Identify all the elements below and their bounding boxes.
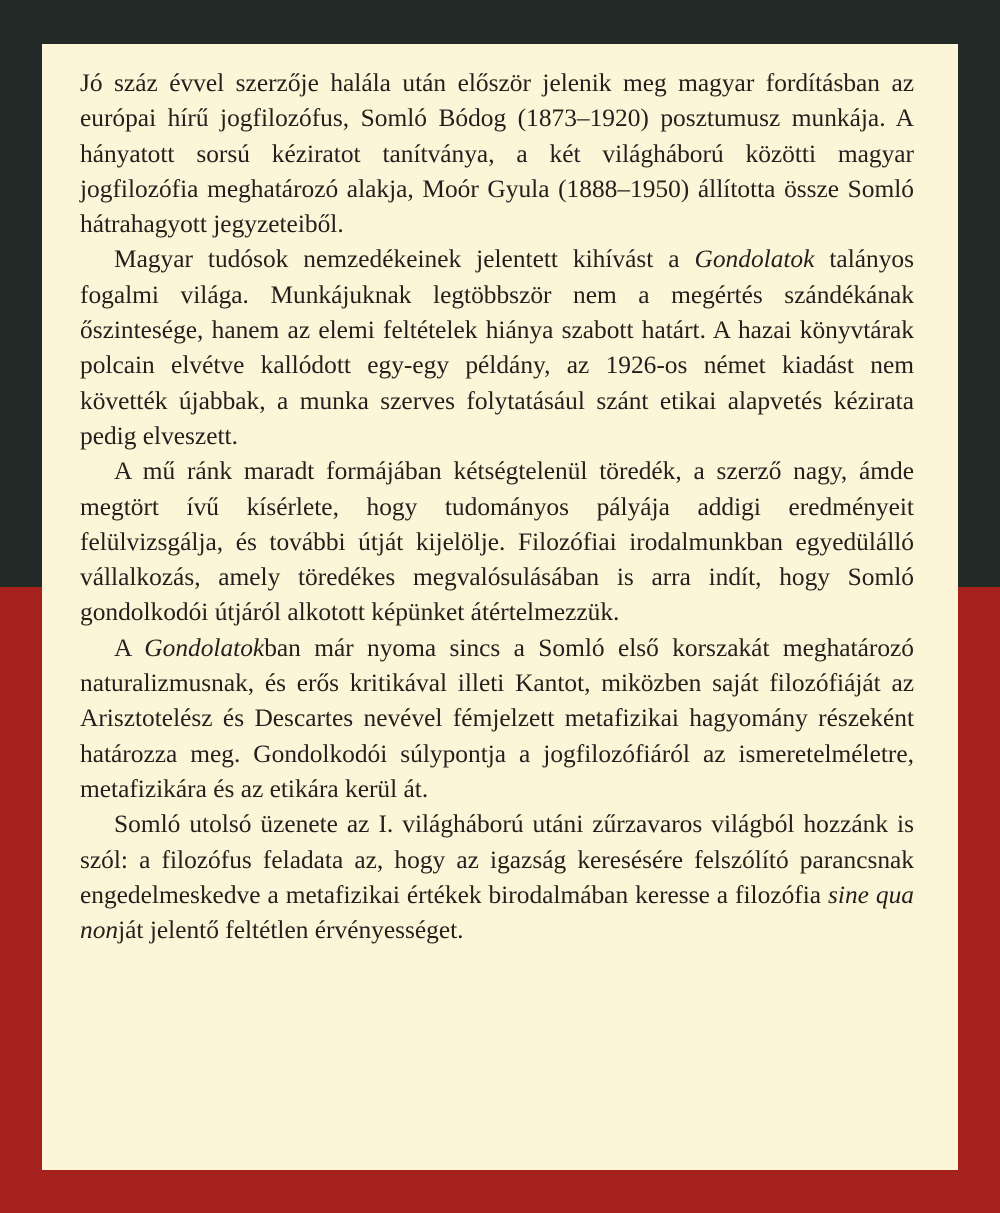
paragraph-2-part1: Magyar tudósok nemzedékeinek jelentett kihívást a — [114, 245, 695, 274]
body-text — [80, 66, 914, 948]
paragraph-5-part2: ját jelentő feltétlen érvényességet. — [118, 916, 464, 945]
paragraph-5-part1: Somló utolsó üzenete az I. világháború utáni zűrzavaros világból hozzánk is szól: a filozófus feladata az, hogy az igazság keresésére felszólító parancsnak engedelmeskedve a metafizikai értékek birodalmában keresse a filozófia — [80, 810, 914, 909]
paragraph-2 — [80, 242, 914, 454]
paragraph-3-text: A mű ránk maradt formájában kétségtelenül töredék, a szerző nagy, ámde megtört ívű kísérlete, hogy tudományos pályája addigi eredményeit felülvizsgálja, és további útját kijelölje. Filozófiai irodalmunkban egyedülálló vállalkozás, amely töredékes megvalósulásában is arra indít, hogy Somló gondolkodói útjáról alkotott képünket átértelmezzük. — [80, 457, 914, 627]
paragraph-5-italic: sine qua non — [80, 880, 914, 945]
paragraph-3 — [80, 454, 914, 630]
text-panel — [42, 44, 958, 1170]
paragraph-4 — [80, 631, 914, 807]
paragraph-1-text: Jó száz évvel szerzője halála után először jelenik meg magyar fordításban az európai hírű jogfilozófus, Somló Bódog (1873–1920) posztumusz munkája. A hányatott sorsú kéziratot tanítványa, a két világháború közötti magyar jogfilozófia meghatározó alakja, Moór Gyula (1888–1950) állította össze Somló hátrahagyott jegyzeteiből. — [80, 69, 914, 239]
paragraph-4-part1: A — [114, 633, 145, 662]
paragraph-2-italic: Gondolatok — [694, 245, 815, 274]
paragraph-4-italic: Gondolatok — [144, 633, 265, 662]
paragraph-2-part2: talányos fogalmi világa. Munkájuknak legtöbbször nem a megértés szándékának őszintesége, hanem az elemi feltételek hiánya szabott határt. A hazai könyvtárak polcain elvétve kallódott egy-egy példány, az 1926-os német kiadást nem követték újabbak, a munka szerves folytatásául szánt etikai alapvetés kézirata pedig elveszett. — [80, 245, 914, 450]
paragraph-4-part2: ban már nyoma sincs a Somló első korszakát meghatározó naturalizmusnak, és erős kritikával illeti Kantot, miközben saját filozófiáját az Arisztotelész és Descartes nevével fémjelzett metafizikai hagyomány részeként határozza meg. Gondolkodói súlypontja a jogfilozófiáról az ismeretelméletre, metafizikára és az etikára kerül át. — [80, 633, 914, 803]
paragraph-1 — [80, 66, 914, 242]
paragraph-5 — [80, 807, 914, 948]
